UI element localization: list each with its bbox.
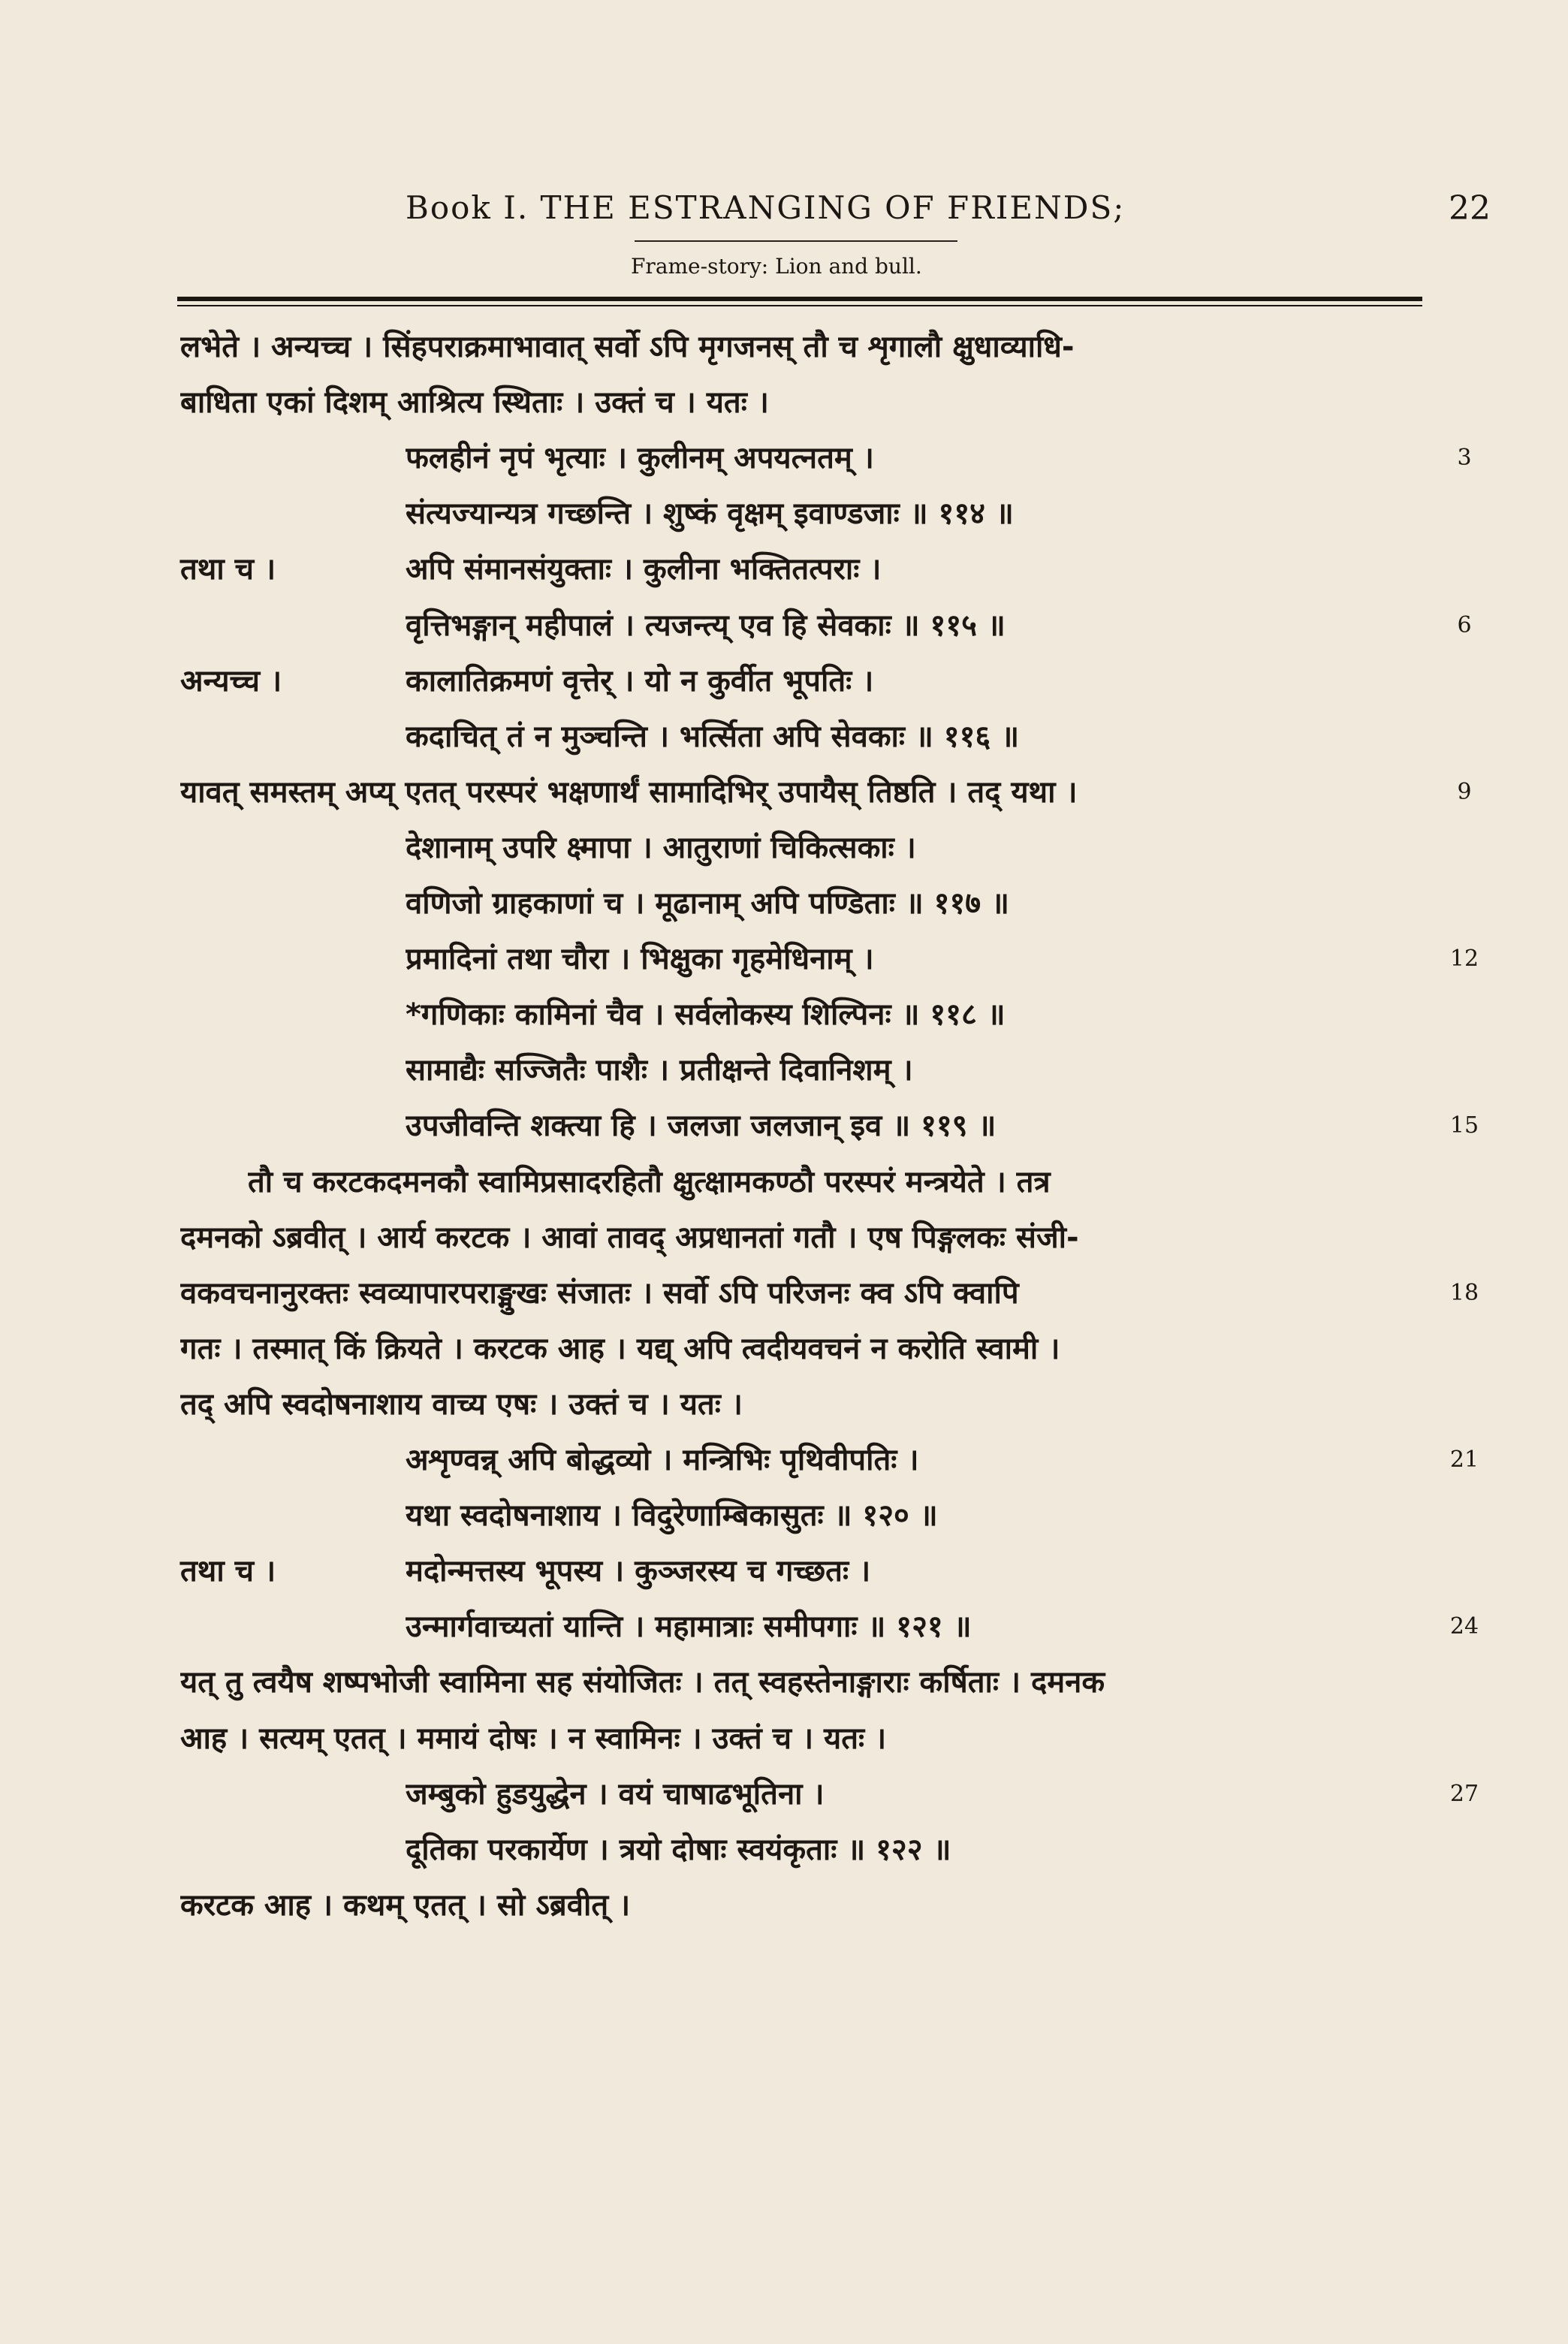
verse-line: संत्यज्यान्यत्र गच्छन्ति । शुष्कं वृक्षम् इवाण्डजाः ॥ ११४ ॥ <box>406 496 1014 531</box>
prose-line: दमनको ऽब्रवीत् । आर्य करटक । आवां तावद् अप्रधानतां गतौ । एष पिङ्गलकः संजी- <box>180 1220 1079 1255</box>
verse-line: फलहीनं नृपं भृत्याः । कुलीनम् अपयत्नतम् । <box>406 441 874 475</box>
header-rule-thin <box>177 305 1422 306</box>
verse-line: सामाद्यैः सज्जितैः पाशैः । प्रतीक्षन्ते दिवानिशम् । <box>406 1053 913 1088</box>
verse-intro-label: अन्यच्च । <box>180 664 282 698</box>
line-number: 3 <box>1457 445 1472 471</box>
verse-line: जम्बुको हुडयुद्धेन । वयं चाषाढभूतिना । <box>406 1777 825 1812</box>
line-number: 27 <box>1449 1781 1479 1807</box>
verse-line: अशृण्वन्न् अपि बोद्धव्यो । मन्त्रिभिः पृथिवीपतिः । <box>406 1443 919 1477</box>
line-number: 12 <box>1449 946 1479 972</box>
verse-line: कदाचित् तं न मुञ्चन्ति । भर्त्सिता अपि सेवकाः ॥ ११६ ॥ <box>406 719 1020 754</box>
subtitle-rule <box>635 240 957 242</box>
verse-line: अपि संमानसंयुक्ताः । कुलीना भक्तितत्पराः । <box>406 552 882 587</box>
verse-line: वृत्तिभङ्गान् महीपालं । त्यजन्त्य् एव हि सेवकाः ॥ ११५ ॥ <box>406 608 1006 643</box>
prose-line: गतः । तस्मात् किं क्रियते । करटक आह । यद्य् अपि त्वदीयवचनं न करोति स्वामी । <box>180 1332 1060 1366</box>
verse-line: प्रमादिनां तथा चौरा । भिक्षुका गृहमेधिनाम् । <box>406 942 874 976</box>
verse-intro-label: तथा च । <box>180 1554 276 1588</box>
prose-line: यत् तु त्वयैष शष्पभोजी स्वामिना सह संयोजितः । तत् स्वहस्तेनाङ्गाराः कर्षिताः । दमनक <box>180 1665 1105 1700</box>
line-number: 21 <box>1449 1447 1479 1473</box>
verse-line: देशानाम् उपरि क्ष्मापा । आतुराणां चिकित्सकाः । <box>406 831 916 865</box>
prose-line: बाधिता एकां दिशम् आश्रित्य स्थिताः । उक्तं च । यतः । <box>180 385 769 420</box>
verse-line: कालातिक्रमणं वृत्तेर् । यो न कुर्वीत भूपतिः । <box>406 664 874 698</box>
prose-line: तौ च करटकदमनकौ स्वामिप्रसादरहितौ क्षुत्क्षामकण्ठौ परस्परं मन्त्रयेते । तत्र <box>248 1165 1051 1199</box>
line-number: 6 <box>1457 612 1472 638</box>
verse-line: उपजीवन्ति शक्त्या हि । जलजा जलजान् इव ॥ ११९ ॥ <box>406 1109 997 1143</box>
running-header <box>406 189 1491 234</box>
verse-line: यथा स्वदोषनाशाय । विदुरेणाम्बिकासुतः ॥ १२० ॥ <box>406 1498 938 1533</box>
line-number: 9 <box>1457 779 1472 805</box>
prose-line: लभेते । अन्यच्च । सिंहपराक्रमाभावात् सर्वो ऽपि मृगजनस् तौ च शृगालौ क्षुधाव्याधि- <box>180 330 1075 364</box>
header-rule-thick <box>177 297 1422 301</box>
prose-line: करटक आह । कथम् एतत् । सो ऽब्रवीत् । <box>180 1888 631 1923</box>
section-subtitle: Frame-story: Lion and bull. <box>631 254 922 279</box>
prose-line: वकवचनानुरक्तः स्वव्यापारपराङ्मुखः संजातः । सर्वो ऽपि परिजनः क्व ऽपि क्वापि <box>180 1276 1019 1311</box>
verse-intro-label: तथा च । <box>180 552 276 587</box>
line-number: 18 <box>1449 1280 1479 1306</box>
prose-line: तद् अपि स्वदोषनाशाय वाच्य एषः । उक्तं च । यतः । <box>180 1387 743 1422</box>
line-number: 24 <box>1449 1613 1479 1640</box>
verse-line: वणिजो ग्राहकाणां च । मूढानाम् अपि पण्डिताः ॥ ११७ ॥ <box>406 886 1009 921</box>
verse-line: *गणिकाः कामिनां चैव । सर्वलोकस्य शिल्पिनः ॥ ११८ ॥ <box>406 997 1006 1032</box>
line-number: 15 <box>1449 1112 1479 1139</box>
verse-line: मदोन्मत्तस्य भूपस्य । कुञ्जरस्य च गच्छतः । <box>406 1554 871 1588</box>
prose-line: आह । सत्यम् एतत् । ममायं दोषः । न स्वामिनः । उक्तं च । यतः । <box>180 1721 887 1756</box>
verse-line: दूतिका परकार्येण । त्रयो दोषाः स्वयंकृताः ॥ १२२ ॥ <box>406 1833 951 1867</box>
page-number: 22 <box>1449 189 1491 228</box>
prose-line: यावत् समस्तम् अप्य् एतत् परस्परं भक्षणार्थं सामादिभिर् उपायैस् तिष्ठति । तद् यथा । <box>180 775 1078 810</box>
header-title: Book I. THE ESTRANGING OF FRIENDS; <box>406 189 1126 226</box>
verse-line: उन्मार्गवाच्यतां यान्ति । महामात्राः समीपगाः ॥ १२१ ॥ <box>406 1609 972 1644</box>
